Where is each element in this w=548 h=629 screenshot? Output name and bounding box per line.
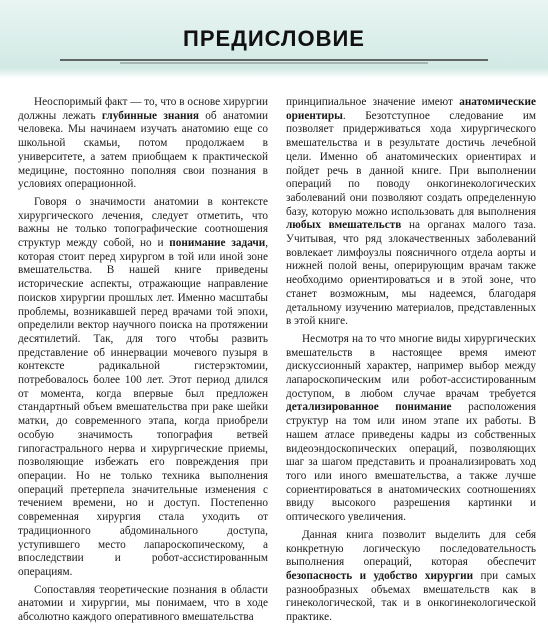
paragraph-text: на органах малого таза. Учитывая, что ряд злокачественных заболеваний вовлекает лимфоузлы поясничного отдела аорты и нижней полой вены, оперирующим врачам также необходимо ориентироваться и в этой зоне, что станет возможным, мы надеемся, благодаря детальному изучению материалов, представленных в этой книге.	[286, 219, 536, 328]
right-column	[286, 96, 536, 629]
paragraph	[18, 96, 268, 192]
paragraph	[18, 584, 268, 625]
paragraph-text: Неоспоримый факт — то, что в основе хирургии должны лежать	[18, 96, 268, 122]
paragraph-text: при самых разнообразных объемах вмешательств как в гинекологической, так и в онкогинекологической практике.	[286, 569, 536, 624]
paragraph-text: . Безотступное следование им позволяет придерживаться хода хирургического вмешательства и в результате достичь лечебной цели. Именно об анатомических ориентирах и пойдет речь в данной книге. При выполнении операций по поводу онкогинекологических заболеваний они позволяют создать определенную базу, которую можно использовать для выполнения	[286, 109, 536, 218]
paragraph-text: Говоря о значимости анатомии в контексте хирургического лечения, следует отметить, что важны не только топографические соотношения структур между собой, но и	[18, 195, 268, 250]
bold-phrase: глубинные знания	[101, 109, 200, 122]
paragraph	[18, 196, 268, 580]
paragraph-text: Несмотря на то что многие виды хирургических вмешательств в настоящее время имеют дискуссионный характер, например выбор между лапароскопическим или робот-ассистированным доступом, в любом случае врачам требуется	[286, 332, 536, 400]
bold-phrase: детализированное понимание	[286, 401, 452, 414]
page-title: ПРЕДИСЛОВИЕ	[183, 26, 365, 51]
paragraph-text: Данная книга позволит выделить для себя конкретную логическую последовательность выполнения операций, которая обеспечит	[286, 528, 536, 569]
bold-phrase: анатомические ориентиры	[286, 96, 536, 122]
paragraph	[286, 96, 536, 329]
paragraph-text: принципиальное значение имеют	[286, 96, 460, 108]
bold-phrase: любых вмешательств	[286, 219, 402, 232]
bold-phrase: безопасность и удобство хирургии	[286, 569, 474, 582]
paragraph-text: расположения структур на том или ином этапе их работы. В нашем атласе приведены кадры из собственных видеоэндоскопических операций, позволяющих шаг за шагом представить и проанализировать ход того или иного вмешательства, а также лучше сориентироваться в анатомических соотношениях ввиду высокого разрешения картинки и оптического увеличения.	[286, 401, 536, 524]
paragraph-text: Сопоставляя теоретические познания в области анатомии и хирургии, мы понимаем, что в ходе абсолютно каждого оперативного вмешательства	[18, 583, 268, 624]
paragraph-text: об анатомии человека. Мы начинаем изучать анатомию еще со школьной скамьи, потом продолжаем в университете, а затем приобщаем к практической медицине, постоянно пополняя свои познания в условиях операционной.	[18, 109, 268, 191]
paragraph	[286, 333, 536, 525]
bold-phrase: понимание задачи	[169, 237, 266, 250]
left-column	[18, 96, 268, 629]
title-underline	[0, 56, 548, 66]
paragraph	[286, 529, 536, 625]
paragraph-text: , которая стоит перед хирургом в той или иной зоне вмешательства. В нашей книге приведены исторические аспекты, отражающие направление поисков хирургии прошлых лет. Именно масштабы проблемы, возникавшей перед врачами той эпохи, определили вектор научного поиска на протяжении десятилетий. Так, для того чтобы развить представление об иннервации мочевого пузыря в контексте радикальной гистерэктомии, потребовалось более 100 лет. Этот период длился от момента, когда впервые был предложен стандартный объем вмешательства при раке шейки матки, до современного этапа, когда приобрели особую значимость топография ветвей гипогастрального нерва и хирургические приемы, позволяющие избежать его повреждения при операции. Но не только техника выполнения операций претерпела значительные изменения с течением времени, но и доступ. Постепенно современная хирургия стала уходить от традиционного абдоминального доступа, уступившего место лапароскопическому, а впоследствии и робот-ассистированным операциям.	[18, 237, 269, 578]
